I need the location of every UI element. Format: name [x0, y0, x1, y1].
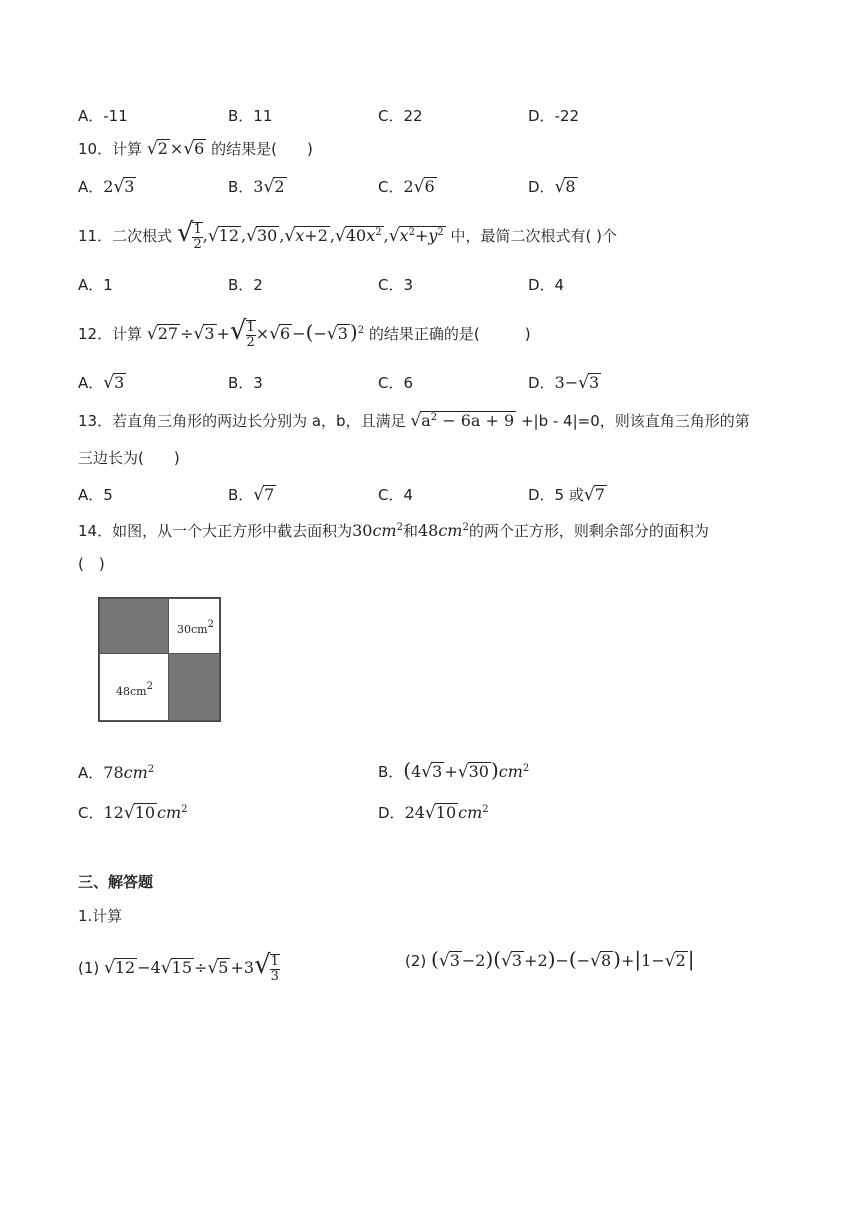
question-11 [78, 218, 617, 251]
calc-question-title: 1.计算 [78, 907, 123, 925]
q14-option-a: A．$78cm^2$ [78, 763, 155, 782]
q9-option-d: D．-22 [528, 107, 580, 125]
q12-option-d: D．3−√3 [528, 373, 600, 393]
calc-part-1 [78, 950, 280, 983]
q10-option-b: B．3√2 [228, 177, 285, 197]
q13-option-d: D．5 或√7 [528, 485, 605, 505]
q13-option-b: B．√7 [228, 485, 275, 505]
q12-option-a: A．√3 [78, 373, 125, 393]
q12-option-c: C．6 [378, 374, 414, 392]
question-13-line-1: 13．若直角三角形的两边长分别为 a，b，且满足 $√a^2 - 6a + 9 +|b - 4|=0$，则该直角三角形的第 [78, 411, 750, 431]
section-title: 三、解答题 [78, 873, 154, 891]
square-48: $48cm^2$ [99, 653, 169, 721]
question-11-prefix: 11．二次根式 [78, 227, 173, 245]
question-10-prefix: 10．计算 [78, 140, 143, 158]
question-14-line-1: 14．如图，从一个大正方形中截去面积为$30cm^2$和$48cm^2$的两个正方形，则剩余部分的面积为 [78, 521, 709, 540]
q13-option-a: A．5 [78, 486, 113, 504]
q13-option-c: C．4 [378, 486, 414, 504]
calc-part-2-label: (2) [405, 952, 427, 970]
q11-option-d: D．4 [528, 276, 565, 294]
question-10-expression: √2 ×√6 [146, 139, 205, 159]
calc-part-2 [405, 947, 695, 971]
q14-option-c: C．12√10 $cm^2$ [78, 803, 188, 823]
q9-option-a: A．-11 [78, 107, 128, 125]
question-12-expression: √27 ÷√3 +√ $\frac{1}{2}$ ×√6 −(−√3 )$^2$ [146, 316, 365, 350]
q11-option-c: C．3 [378, 276, 414, 294]
question-11-suffix: 中，最简二次根式有( )个 [450, 227, 618, 245]
question-12 [78, 316, 531, 349]
squares-figure [98, 597, 221, 722]
q14-option-d: D．24√10 $cm^2$ [378, 803, 489, 823]
question-12-prefix: 12．计算 [78, 325, 143, 343]
calc-part-1-label: (1) [78, 959, 100, 977]
square-48-label: 48cm [116, 685, 147, 698]
q11-option-a: A．1 [78, 276, 113, 294]
calc-part-1-expression: √12 −4√15 ÷√5 +3√ $\frac{1}{3}$ [104, 950, 279, 984]
q12-option-b: B．3 [228, 374, 263, 392]
q10-option-a: A．2√3 [78, 177, 135, 197]
question-13-expression: $√a^2 - 6a + 9$ [410, 411, 515, 431]
removed-region-bottom-right [168, 653, 220, 721]
question-10 [78, 138, 313, 159]
question-10-suffix: 的结果是( ) [211, 140, 313, 158]
question-13-line-2: 三边长为( ) [78, 449, 180, 467]
removed-region-top-left [99, 598, 169, 654]
question-11-expression: √ $\frac{1}{2}$ ,√12 ,√30 ,√x+2 $,√40x^2$ $,√x^2+y^2$ [176, 218, 444, 252]
q10-option-d: D．√8 [528, 177, 576, 197]
q14-option-b: B．(4√3 +√30 )$cm^2$ [378, 758, 530, 782]
q11-option-b: B．2 [228, 276, 263, 294]
question-14-line-2: ( ) [78, 555, 105, 573]
q9-option-b: B．11 [228, 107, 273, 125]
q10-option-c: C．2√6 [378, 177, 435, 197]
square-30-label: 30cm [177, 623, 208, 636]
question-12-suffix: 的结果正确的是( ) [368, 325, 531, 343]
square-30: $30cm^2$ [168, 598, 220, 654]
calc-part-2-expression: (√3 −2)(√3 +2)−(−√8 )+|1−√2 | [431, 947, 695, 971]
q9-option-c: C．22 [378, 107, 423, 125]
